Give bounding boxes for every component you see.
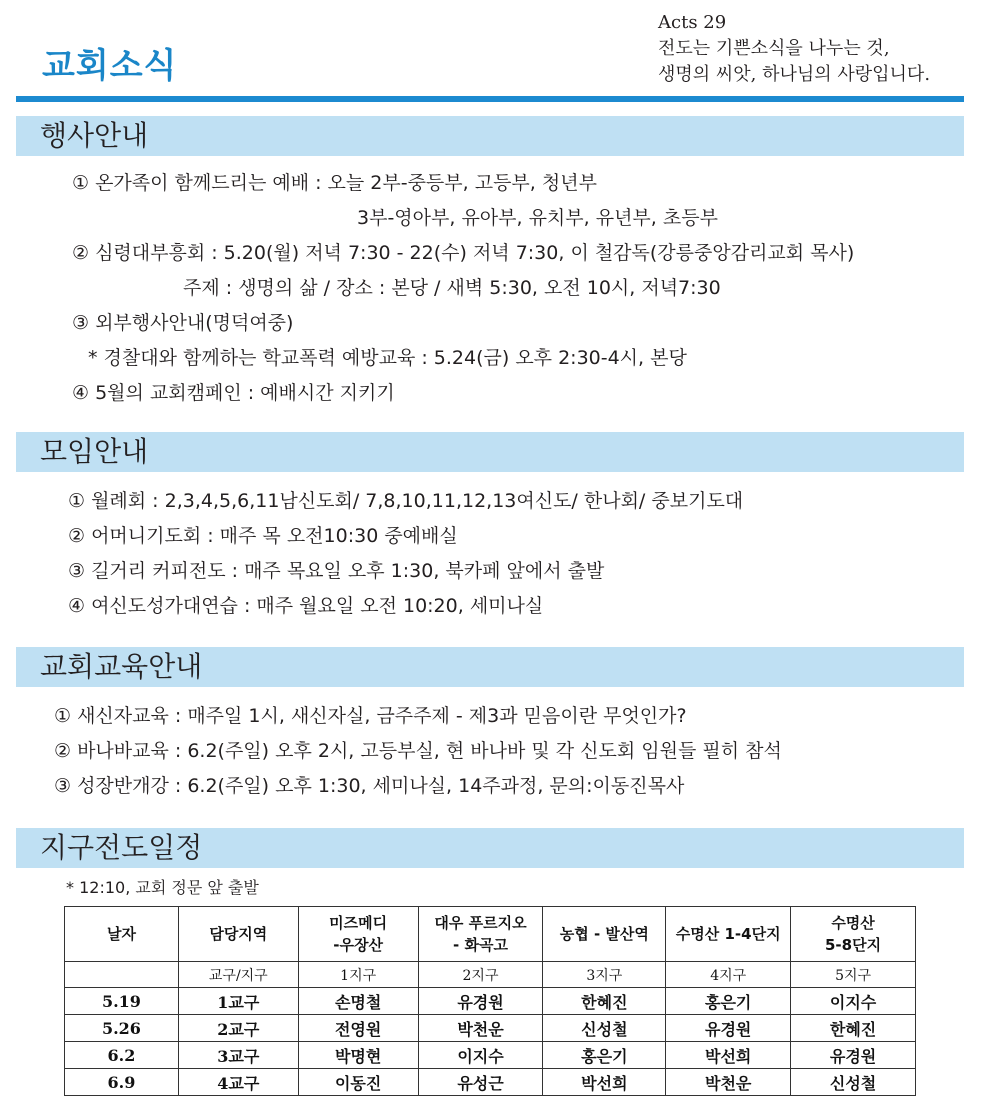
table-cell: 한혜진 [791, 1015, 916, 1042]
table-cell: 이지수 [418, 1042, 543, 1069]
table-cell: 이지수 [791, 988, 916, 1015]
header-location: 미즈메디 -우장산 [298, 907, 418, 962]
table-cell: 홍은기 [666, 988, 791, 1015]
table-cell: 1지구 [298, 962, 418, 988]
motto-line: 전도는 기쁜소식을 나누는 것, [658, 38, 890, 59]
meetings-section-bar [16, 432, 964, 472]
table-cell: 한혜진 [543, 988, 666, 1015]
motto [658, 10, 930, 88]
table-cell: 5.26 [65, 1015, 179, 1042]
education-item: ③ 성장반개강 : 6.2(주일) 오후 1:30, 세미나실, 14주과정, 문의:이동진목사 [54, 775, 685, 797]
table-cell: 유성근 [418, 1069, 543, 1096]
table-cell: 3지구 [543, 962, 666, 988]
education-section-title: 교회교육안내 [40, 650, 203, 683]
table-subheader-row [65, 962, 916, 988]
district-section-title: 지구전도일정 [40, 831, 203, 864]
header-location: 대우 푸르지오 - 화곡고 [418, 907, 543, 962]
events-item: ② 심령대부흥회 : 5.20(월) 저녁 7:30 - 22(수) 저녁 7:30, 이 철감독(강릉중앙감리교회 목사) [72, 242, 855, 264]
table-row [65, 1042, 916, 1069]
events-item: * 경찰대와 함께하는 학교폭력 예방교육 : 5.24(금) 오후 2:30-4시, 본당 [88, 347, 687, 369]
meetings-section-title: 모임안내 [40, 435, 149, 468]
table-cell: 손명철 [298, 988, 418, 1015]
table-header-row [65, 907, 916, 962]
table-cell: 박명현 [298, 1042, 418, 1069]
table-cell: 6.9 [65, 1069, 179, 1096]
table-cell: 3교구 [178, 1042, 298, 1069]
education-item: ① 새신자교육 : 매주일 1시, 새신자실, 금주주제 - 제3과 믿음이란 무엇인가? [54, 705, 687, 727]
table-cell: 2지구 [418, 962, 543, 988]
table-cell: 4교구 [178, 1069, 298, 1096]
events-item: ④ 5월의 교회캠페인 : 예배시간 지키기 [72, 382, 395, 404]
meetings-item: ④ 여신도성가대연습 : 매주 월요일 오전 10:20, 세미나실 [68, 595, 544, 617]
table-cell: 박선희 [543, 1069, 666, 1096]
table-cell: 박천운 [666, 1069, 791, 1096]
header-location: 수명산 1-4단지 [666, 907, 791, 962]
header-divider [16, 96, 964, 102]
table-cell: 신성철 [543, 1015, 666, 1042]
events-section-title: 행사안내 [40, 119, 149, 152]
table-cell: 1교구 [178, 988, 298, 1015]
table-cell [65, 962, 179, 988]
events-section-bar [16, 116, 964, 156]
events-item: 주제 : 생명의 삶 / 장소 : 본당 / 새벽 5:30, 오전 10시, 저녁7:30 [183, 277, 721, 299]
header-area: 담당지역 [178, 907, 298, 962]
table-cell: 6.2 [65, 1042, 179, 1069]
meetings-item: ① 월례회 : 2,3,4,5,6,11남신도회/ 7,8,10,11,12,13여신도/ 한나회/ 중보기도대 [68, 490, 744, 512]
table-cell: 박천운 [418, 1015, 543, 1042]
motto-line: 생명의 씨앗, 하나님의 사랑입니다. [658, 64, 931, 85]
table-cell: 유경원 [418, 988, 543, 1015]
motto-line: Acts 29 [658, 12, 727, 33]
table-cell: 교구/지구 [178, 962, 298, 988]
header-date: 날자 [65, 907, 179, 962]
events-item: ③ 외부행사안내(명덕여중) [72, 312, 294, 334]
table-cell: 5.19 [65, 988, 179, 1015]
table-cell: 이동진 [298, 1069, 418, 1096]
departure-note: * 12:10, 교회 정문 앞 출발 [66, 878, 259, 897]
table-cell: 4지구 [666, 962, 791, 988]
table-cell: 신성철 [791, 1069, 916, 1096]
table-cell: 유경원 [791, 1042, 916, 1069]
table-cell: 2교구 [178, 1015, 298, 1042]
meetings-item: ③ 길거리 커피전도 : 매주 목요일 오후 1:30, 북카페 앞에서 출발 [68, 560, 605, 582]
table-row [65, 988, 916, 1015]
events-item: 3부-영아부, 유아부, 유치부, 유년부, 초등부 [357, 207, 718, 229]
table-row [65, 1069, 916, 1096]
events-item: ① 온가족이 함께드리는 예배 : 오늘 2부-중등부, 고등부, 청년부 [72, 172, 597, 194]
table-cell: 홍은기 [543, 1042, 666, 1069]
table-cell: 박선희 [666, 1042, 791, 1069]
table-cell: 5지구 [791, 962, 916, 988]
meetings-item: ② 어머니기도회 : 매주 목 오전10:30 중예배실 [68, 525, 458, 547]
header-location: 수명산 5-8단지 [791, 907, 916, 962]
header-location: 농협 - 발산역 [543, 907, 666, 962]
page-title: 교회소식 [42, 46, 178, 86]
table-cell: 전영원 [298, 1015, 418, 1042]
table-row [65, 1015, 916, 1042]
education-item: ② 바나바교육 : 6.2(주일) 오후 2시, 고등부실, 현 바나바 및 각 신도회 임원들 필히 참석 [54, 740, 782, 762]
table-cell: 유경원 [666, 1015, 791, 1042]
district-schedule-table [64, 906, 916, 1096]
